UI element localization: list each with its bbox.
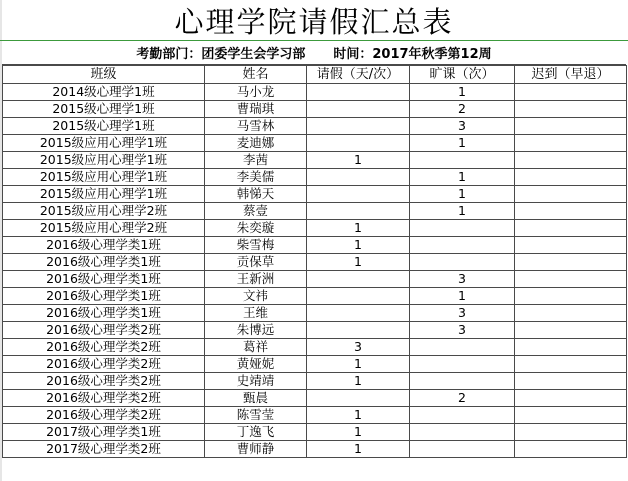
cell-absent[interactable]: 1	[410, 84, 515, 101]
header-class[interactable]: 班级	[3, 66, 205, 84]
cell-class[interactable]: 2015级应用心理学1班	[3, 169, 205, 186]
cell-absent[interactable]	[410, 152, 515, 169]
sheet-title: 心理学院请假汇总表	[2, 0, 626, 41]
cell-absent[interactable]: 1	[410, 288, 515, 305]
table-row	[3, 322, 627, 339]
cell-class[interactable]: 2015级应用心理学2班	[3, 203, 205, 220]
cell-name[interactable]: 蔡壹	[205, 203, 307, 220]
cell-late[interactable]	[515, 220, 627, 237]
cell-absent[interactable]	[410, 254, 515, 271]
cell-leave[interactable]	[307, 84, 410, 101]
cell-name[interactable]: 曹师静	[205, 441, 307, 458]
cell-name[interactable]: 文祎	[205, 288, 307, 305]
cell-late[interactable]	[515, 118, 627, 135]
cell-name[interactable]: 麦迪娜	[205, 135, 307, 152]
cell-absent[interactable]: 3	[410, 322, 515, 339]
cell-leave[interactable]: 1	[307, 237, 410, 254]
cell-name[interactable]: 马雪林	[205, 118, 307, 135]
cell-class[interactable]: 2016级心理学类2班	[3, 373, 205, 390]
cell-leave[interactable]	[307, 101, 410, 118]
table-row	[3, 186, 627, 203]
cell-absent[interactable]: 2	[410, 390, 515, 407]
cell-late[interactable]	[515, 271, 627, 288]
cell-name[interactable]: 李美儒	[205, 169, 307, 186]
cell-absent[interactable]: 3	[410, 271, 515, 288]
cell-leave[interactable]	[307, 271, 410, 288]
table-row	[3, 152, 627, 169]
cell-name[interactable]: 丁逸飞	[205, 424, 307, 441]
cell-late[interactable]	[515, 186, 627, 203]
table-header-row	[3, 66, 627, 84]
cell-late[interactable]	[515, 84, 627, 101]
cell-leave[interactable]: 1	[307, 407, 410, 424]
cell-leave[interactable]	[307, 186, 410, 203]
table-row	[3, 390, 627, 407]
cell-leave[interactable]: 1	[307, 254, 410, 271]
table-row	[3, 407, 627, 424]
table-row	[3, 237, 627, 254]
cell-class[interactable]: 2016级心理学类2班	[3, 322, 205, 339]
cell-absent[interactable]: 3	[410, 118, 515, 135]
cell-leave[interactable]: 3	[307, 339, 410, 356]
cell-leave[interactable]: 1	[307, 356, 410, 373]
cell-leave[interactable]: 1	[307, 152, 410, 169]
cell-leave[interactable]	[307, 305, 410, 322]
cell-class[interactable]: 2015级应用心理学1班	[3, 135, 205, 152]
sheet-subtitle	[2, 41, 626, 65]
cell-late[interactable]	[515, 305, 627, 322]
cell-leave[interactable]	[307, 118, 410, 135]
cell-name[interactable]: 李茜	[205, 152, 307, 169]
cell-late[interactable]	[515, 169, 627, 186]
header-name[interactable]: 姓名	[205, 66, 307, 84]
cell-late[interactable]	[515, 407, 627, 424]
cell-name[interactable]: 朱奕璇	[205, 220, 307, 237]
title-underline	[0, 40, 628, 41]
cell-class[interactable]: 2015级应用心理学1班	[3, 186, 205, 203]
cell-name[interactable]: 柴雪梅	[205, 237, 307, 254]
cell-name[interactable]: 朱博远	[205, 322, 307, 339]
table-row	[3, 101, 627, 118]
table-row	[3, 220, 627, 237]
cell-late[interactable]	[515, 441, 627, 458]
attendance-time: 时间：2017年秋季第12周	[333, 47, 492, 62]
cell-late[interactable]	[515, 203, 627, 220]
table-row	[3, 118, 627, 135]
cell-name[interactable]: 史靖靖	[205, 373, 307, 390]
cell-class[interactable]: 2017级心理学类1班	[3, 424, 205, 441]
leave-table	[2, 65, 627, 458]
cell-absent[interactable]	[410, 373, 515, 390]
cell-class[interactable]: 2017级心理学类2班	[3, 441, 205, 458]
cell-late[interactable]	[515, 288, 627, 305]
cell-class[interactable]: 2015级应用心理学2班	[3, 220, 205, 237]
cell-class[interactable]: 2015级心理学1班	[3, 118, 205, 135]
cell-leave[interactable]: 1	[307, 441, 410, 458]
table-row	[3, 339, 627, 356]
table-row	[3, 288, 627, 305]
cell-leave[interactable]	[307, 288, 410, 305]
cell-absent[interactable]: 1	[410, 169, 515, 186]
cell-late[interactable]	[515, 373, 627, 390]
cell-class[interactable]: 2016级心理学类1班	[3, 288, 205, 305]
cell-absent[interactable]: 2	[410, 101, 515, 118]
cell-late[interactable]	[515, 424, 627, 441]
table-row	[3, 203, 627, 220]
cell-absent[interactable]	[410, 407, 515, 424]
cell-absent[interactable]: 1	[410, 135, 515, 152]
cell-absent[interactable]	[410, 237, 515, 254]
cell-name[interactable]: 葛祥	[205, 339, 307, 356]
cell-leave[interactable]: 1	[307, 220, 410, 237]
cell-absent[interactable]	[410, 424, 515, 441]
cell-absent[interactable]	[410, 356, 515, 373]
cell-class[interactable]: 2016级心理学类2班	[3, 339, 205, 356]
cell-class[interactable]: 2016级心理学类2班	[3, 390, 205, 407]
cell-late[interactable]	[515, 237, 627, 254]
table-row	[3, 169, 627, 186]
table-row	[3, 271, 627, 288]
cell-late[interactable]	[515, 356, 627, 373]
cell-class[interactable]: 2014级心理学1班	[3, 84, 205, 101]
leave-summary-sheet	[2, 0, 626, 458]
cell-leave[interactable]: 1	[307, 424, 410, 441]
cell-absent[interactable]: 1	[410, 186, 515, 203]
table-row	[3, 441, 627, 458]
cell-name[interactable]: 贡保草	[205, 254, 307, 271]
table-row	[3, 254, 627, 271]
cell-name[interactable]: 王新洲	[205, 271, 307, 288]
table-body	[3, 84, 627, 458]
cell-class[interactable]: 2015级心理学1班	[3, 101, 205, 118]
cell-absent[interactable]	[410, 441, 515, 458]
cell-leave[interactable]	[307, 322, 410, 339]
cell-absent[interactable]	[410, 339, 515, 356]
cell-absent[interactable]: 3	[410, 305, 515, 322]
cell-late[interactable]	[515, 390, 627, 407]
cell-leave[interactable]: 1	[307, 373, 410, 390]
cell-class[interactable]: 2016级心理学类1班	[3, 271, 205, 288]
cell-name[interactable]: 陈雪莹	[205, 407, 307, 424]
cell-name[interactable]: 马小龙	[205, 84, 307, 101]
cell-class[interactable]: 2016级心理学类2班	[3, 407, 205, 424]
cell-late[interactable]	[515, 322, 627, 339]
cell-name[interactable]: 韩悌天	[205, 186, 307, 203]
cell-class[interactable]: 2016级心理学类1班	[3, 254, 205, 271]
table-row	[3, 356, 627, 373]
cell-absent[interactable]	[410, 220, 515, 237]
cell-class[interactable]: 2016级心理学类1班	[3, 237, 205, 254]
cell-absent[interactable]: 1	[410, 203, 515, 220]
cell-leave[interactable]	[307, 390, 410, 407]
table-row	[3, 373, 627, 390]
header-leave[interactable]: 请假（天/次）	[307, 66, 410, 84]
cell-leave[interactable]	[307, 169, 410, 186]
table-row	[3, 84, 627, 101]
cell-class[interactable]: 2016级心理学类1班	[3, 305, 205, 322]
header-absent[interactable]: 旷课（次）	[410, 66, 515, 84]
table-row	[3, 424, 627, 441]
cell-class[interactable]: 2016级心理学类2班	[3, 356, 205, 373]
cell-late[interactable]	[515, 254, 627, 271]
table-row	[3, 135, 627, 152]
attendance-department: 考勤部门：团委学生会学习部	[136, 47, 306, 62]
cell-late[interactable]	[515, 101, 627, 118]
header-late[interactable]: 迟到（早退）	[515, 66, 627, 84]
cell-name[interactable]: 甄晨	[205, 390, 307, 407]
cell-leave[interactable]	[307, 203, 410, 220]
cell-name[interactable]: 王维	[205, 305, 307, 322]
cell-name[interactable]: 曹瑞琪	[205, 101, 307, 118]
table-row	[3, 305, 627, 322]
cell-name[interactable]: 黄娅妮	[205, 356, 307, 373]
cell-late[interactable]	[515, 135, 627, 152]
cell-leave[interactable]	[307, 135, 410, 152]
cell-class[interactable]: 2015级应用心理学1班	[3, 152, 205, 169]
cell-late[interactable]	[515, 339, 627, 356]
cell-late[interactable]	[515, 152, 627, 169]
